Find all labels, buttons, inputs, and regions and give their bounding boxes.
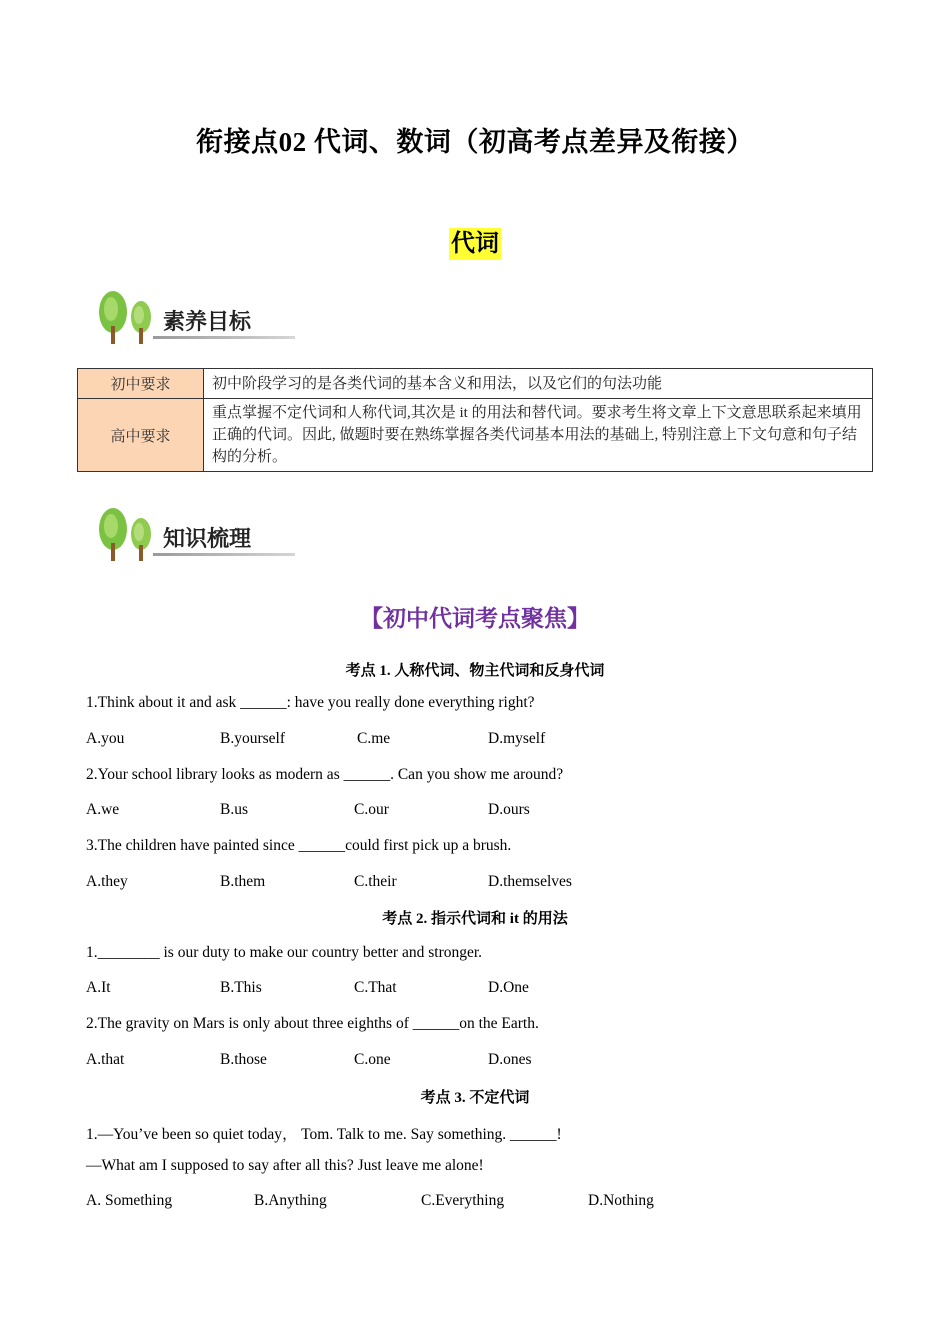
option-a: A.we (86, 801, 120, 818)
kaodian-heading-1: 考点 1. 人称代词、物主代词和反身代词 (345, 663, 605, 679)
focus-heading: 【初中代词考点聚焦】 (360, 606, 590, 632)
section-underline (153, 336, 295, 339)
question-stem: 2.The gravity on Mars is only about three eighths of ______on the Earth. (86, 1015, 539, 1032)
section-underline (153, 553, 295, 556)
question-stem-continued: —What am I supposed to say after all this? Just leave me alone! (86, 1157, 484, 1174)
requirement-text: 重点掌握不定代词和人称代词,其次是 it 的用法和替代词。要求考生将文章上下文意思联系起来填用正确的代词。因此, 做题时要在熟练掌握各类代词基本用法的基础上, 特别注意上下文句意和句子结构的分析。 (204, 399, 873, 472)
table-row (78, 369, 873, 399)
trees-icon (97, 290, 159, 346)
section-badge-goals (97, 290, 307, 350)
option-c: C.That (354, 979, 397, 996)
section-title-goals: 素养目标 (163, 310, 252, 335)
option-b: B.us (220, 801, 248, 818)
subtitle-wrap (0, 228, 950, 260)
level-cell: 初中要求 (78, 369, 204, 399)
option-c: C.one (354, 1051, 391, 1068)
option-c: C.their (354, 873, 397, 890)
option-c: C.our (354, 801, 389, 818)
kaodian-heading-3: 考点 3. 不定代词 (420, 1090, 530, 1106)
level-cell: 高中要求 (78, 399, 204, 472)
option-a: A. Something (86, 1192, 173, 1209)
subtitle-highlight: 代词 (449, 228, 501, 260)
table-row (78, 399, 873, 472)
option-b: B.those (220, 1051, 267, 1068)
option-d: D.themselves (488, 873, 572, 890)
option-a: A.they (86, 873, 128, 890)
page-title: 衔接点02 代词、数词（初高考点差异及衔接） (196, 127, 754, 157)
section-badge-knowledge (97, 507, 307, 567)
option-b: B.yourself (220, 730, 286, 747)
section-title-knowledge: 知识梳理 (163, 527, 252, 552)
question-stem: 1.Think about it and ask ______: have you really done everything right? (86, 694, 535, 711)
question-stem: 3.The children have painted since ______could first pick up a brush. (86, 837, 512, 854)
option-d: D.ones (488, 1051, 532, 1068)
option-b: B.them (220, 873, 266, 890)
option-a: A.you (86, 730, 125, 747)
option-b: B.Anything (254, 1192, 327, 1209)
option-b: B.This (220, 979, 262, 996)
option-d: D.Nothing (588, 1192, 654, 1209)
option-d: D.ours (488, 801, 530, 818)
option-c: C.Everything (421, 1192, 505, 1209)
question-stem: 1.________ is our duty to make our country better and stronger. (86, 944, 483, 961)
trees-icon (97, 507, 159, 563)
option-d: D.One (488, 979, 529, 996)
requirement-text: 初中阶段学习的是各类代词的基本含义和用法，以及它们的句法功能 (204, 369, 873, 399)
option-d: D.myself (488, 730, 546, 747)
option-c: C.me (357, 730, 391, 747)
option-a: A.that (86, 1051, 125, 1068)
question-stem: 2.Your school library looks as modern as ______. Can you show me around? (86, 766, 564, 783)
requirements-table (77, 368, 873, 472)
question-stem: 1.—You’ve been so quiet today， Tom. Talk to me. Say something. ______! (86, 1126, 562, 1143)
kaodian-heading-2: 考点 2. 指示代词和 it 的用法 (382, 911, 568, 927)
option-a: A.It (86, 979, 111, 996)
